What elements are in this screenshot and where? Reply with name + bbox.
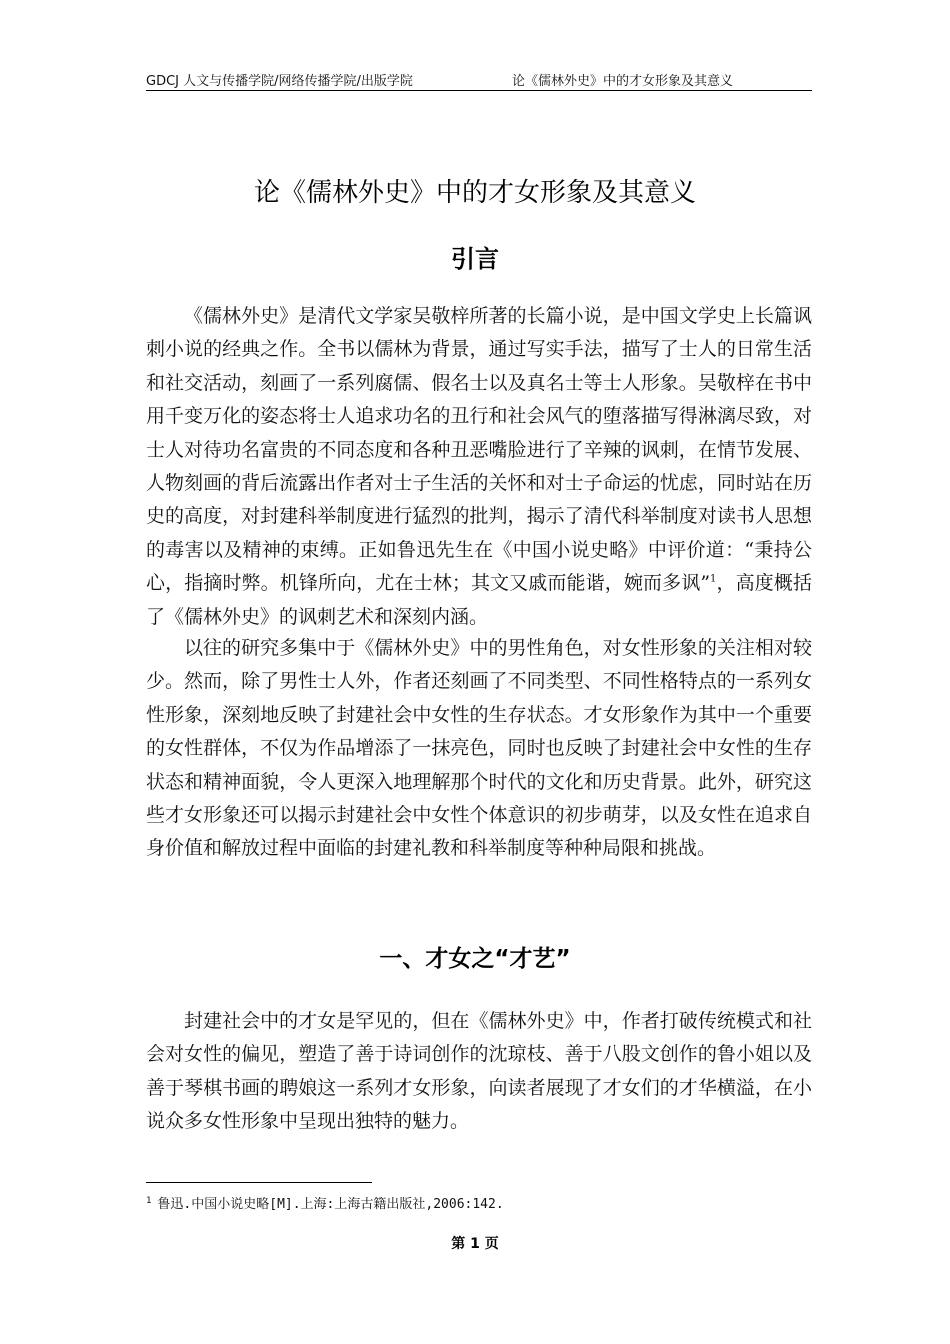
intro-paragraph-1 xyxy=(146,300,812,634)
intro-paragraph-1-text: 《儒林外史》是清代文学家吴敬梓所著的长篇小说，是中国文学史上长篇讽刺小说的经典之作。全书以儒林为背景，通过写实手法，描写了士人的日常生活和社交活动，刻画了一系列腐儒、假名士以及真名士等士人形象。吴敬梓在书中用千变万化的姿态将士人追求功名的丑行和社会风气的堕落描写得淋漓尽致，对士人对待功名富贵的不同态度和各种丑恶嘴脸进行了辛辣的讽刺，在情节发展、人物刻画的背后流露出作者对士子生活的关怀和对士子命运的忧虑，同时站在历史的高度，对封建科举制度进行猛烈的批判，揭示了清代科举制度对读书人思想的毒害以及精神的束缚。正如鲁迅先生在《中国小说史略》中评价道：“秉持公心，指摘时弊。机锋所向，尤在士林；其文又戚而能谐，婉而多讽” xyxy=(146,305,812,595)
header-institution: GDCJ 人文与传播学院/网络传播学院/出版学院 xyxy=(146,74,413,89)
section-1-heading: 一、才女之“才艺” xyxy=(379,946,571,972)
footnote-separator xyxy=(146,1182,372,1183)
running-header xyxy=(146,68,812,91)
intro-paragraph-2-block xyxy=(146,632,812,866)
intro-heading: 引言 xyxy=(451,245,499,273)
footnote-mark: 1 xyxy=(146,1195,152,1206)
footnote-reference[interactable]: 1 xyxy=(710,573,717,585)
intro-paragraph-2: 以往的研究多集中于《儒林外史》中的男性角色，对女性形象的关注相对较少。然而，除了男性士人外，作者还刻画了不同类型、不同性格特点的一系列女性形象，深刻地反映了封建社会中女性的生存状态。才女形象作为其中一个重要的女性群体，不仅为作品增添了一抹亮色，同时也反映了封建社会中女性的生存状态和精神面貌，令人更深入地理解那个时代的文化和历史背景。此外，研究这些才女形象还可以揭示封建社会中女性个体意识的初步萌芽，以及女性在追求自身价值和解放过程中面临的封建礼教和科举制度等种种局限和挑战。 xyxy=(146,637,812,860)
header-paper-title: 论《儒林外史》中的才女形象及其意义 xyxy=(512,74,734,89)
section-1-paragraph-1: 封建社会中的才女是罕见的，但在《儒林外史》中，作者打破传统模式和社会对女性的偏见，塑造了善于诗词创作的沈琼枝、善于八股文创作的鲁小姐以及善于琴棋书画的聘娘这一系列才女形象，向读者展现了才女们的才华横溢，在小说众多女性形象中呈现出独特的魅力。 xyxy=(146,1010,812,1133)
footnote-text: 鲁迅.中国小说史略[M].上海:上海古籍出版社,2006:142. xyxy=(157,1197,504,1212)
footnote xyxy=(146,1193,812,1212)
intro-paragraph-1-tail: ，高度概括了《儒林外史》的讽刺艺术和深刻内涵。 xyxy=(146,572,812,628)
intro-paragraph-1-block xyxy=(146,300,812,634)
page-number: 第 1 页 xyxy=(451,1236,499,1252)
section-1-paragraph-block xyxy=(146,1005,812,1139)
paper-title: 论《儒林外史》中的才女形象及其意义 xyxy=(253,178,696,208)
